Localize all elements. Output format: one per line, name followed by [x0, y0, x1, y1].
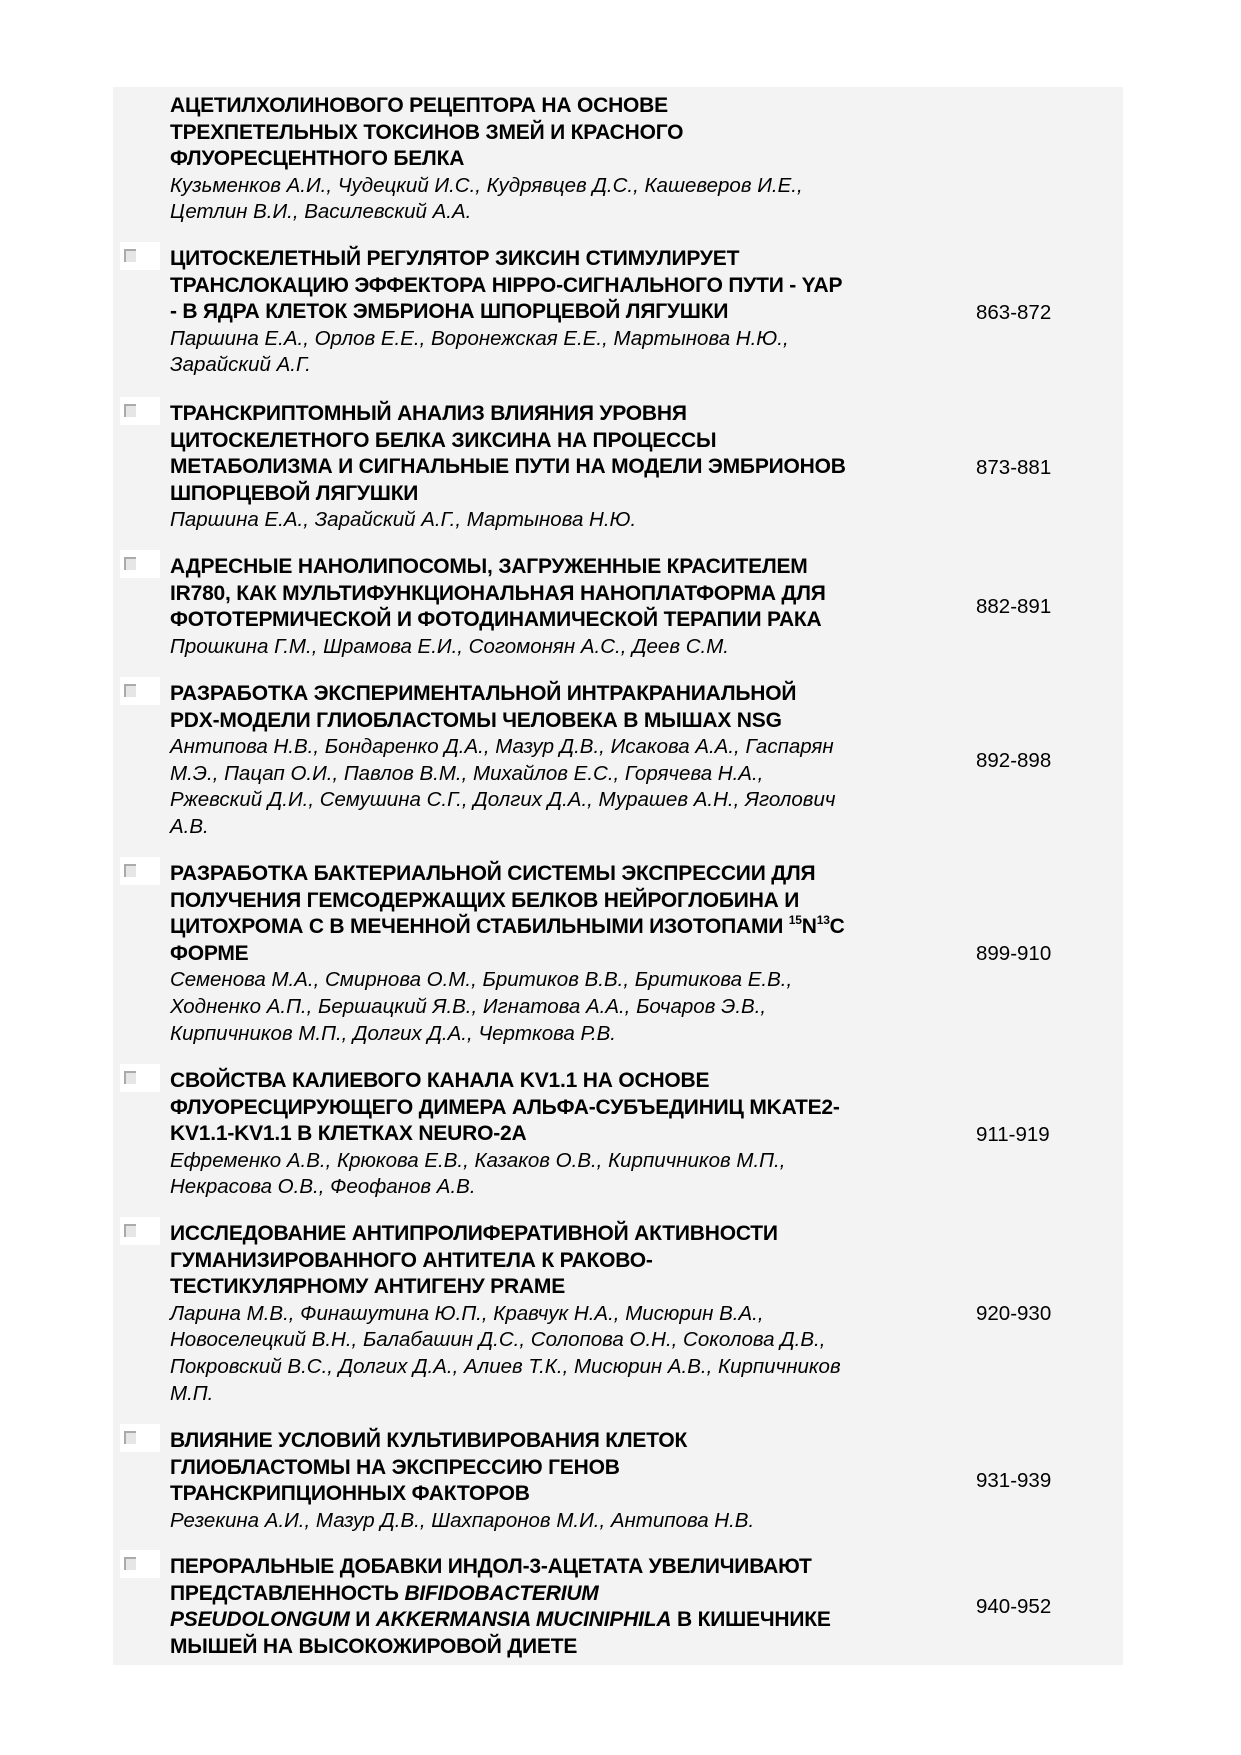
article-text	[170, 1554, 960, 1660]
checkbox-icon[interactable]	[120, 857, 160, 885]
article-title-line[interactable]	[170, 273, 960, 300]
article-title-line[interactable]	[170, 1455, 960, 1482]
title-segment: ГУМАНИЗИРОВАННОГО АНТИТЕЛА К РАКОВО-	[170, 1248, 653, 1272]
article-authors-line: Кирпичников М.П., Долгих Д.А., Черткова Р.В.	[170, 1021, 616, 1045]
title-segment: ТРАНСКРИПЦИОННЫХ ФАКТОРОВ	[170, 1482, 530, 1506]
article-text	[170, 554, 960, 660]
page-range: 873-881	[976, 455, 1052, 479]
article-title-line[interactable]	[170, 299, 960, 326]
title-segment: ФЛУОРЕСЦЕНТНОГО БЕЛКА	[170, 147, 465, 171]
title-segment: ФЛУОРЕСЦИРУЮЩЕГО ДИМЕРА АЛЬФА-СУБЪЕДИНИЦ MKATE2-	[170, 1095, 840, 1119]
title-segment: ВЛИЯНИЕ УСЛОВИЙ КУЛЬТИВИРОВАНИЯ КЛЕТОК	[170, 1429, 688, 1452]
page-range: 899-910	[976, 942, 1052, 966]
article-title-line[interactable]	[170, 120, 960, 147]
title-segment: PDX-МОДЕЛИ ГЛИОБЛАСТОМЫ ЧЕЛОВЕКА В МЫШАХ NSG	[170, 708, 782, 732]
article-authors-line: М.Э., Пацап О.И., Павлов В.М., Михайлов Е.С., Горячева Н.А.,	[170, 761, 764, 785]
article-text	[170, 246, 960, 379]
title-segment: BIFIDOBACTERIUM	[404, 1581, 599, 1605]
article-title-line[interactable]	[170, 1581, 960, 1608]
article-title-line[interactable]	[170, 1121, 960, 1148]
page-range: 882-891	[976, 595, 1052, 619]
title-segment: АДРЕСНЫЕ НАНОЛИПОСОМЫ, ЗАГРУЖЕННЫЕ КРАСИТЕЛЕМ	[170, 555, 808, 578]
article-title-line[interactable]	[170, 888, 960, 915]
title-segment: ПРЕДСТАВЛЕННОСТЬ	[170, 1581, 405, 1605]
article-title-line[interactable]	[170, 681, 960, 708]
title-segment: IR780, КАК МУЛЬТИФУНКЦИОНАЛЬНАЯ НАНОПЛАТФОРМА ДЛЯ	[170, 581, 826, 605]
title-segment: PSEUDOLONGUM	[170, 1608, 350, 1632]
article-authors-line: Покровский В.С., Долгих Д.А., Алиев Т.К., Мисюрин А.В., Кирпичников	[170, 1354, 841, 1378]
article-title-line[interactable]	[170, 454, 960, 481]
article-authors-line: Паршина Е.А., Зарайский А.Г., Мартынова Н.Ю.	[170, 508, 637, 532]
checkbox-icon[interactable]	[120, 1424, 160, 1452]
title-segment: ТРАНСЛОКАЦИЮ ЭФФЕКТОРА HIPPO-СИГНАЛЬНОГО ПУТИ - YAP	[170, 273, 843, 297]
page-range: 931-939	[976, 1469, 1052, 1493]
title-segment: ПЕРОРАЛЬНЫЕ ДОБАВКИ ИНДОЛ-3-АЦЕТАТА УВЕЛИЧИВАЮТ	[170, 1555, 812, 1578]
title-segment: ТРЕХПЕТЕЛЬНЫХ ТОКСИНОВ ЗМЕЙ И КРАСНОГО	[170, 120, 684, 144]
article-title-line[interactable]	[170, 607, 960, 634]
article-title-line[interactable]	[170, 428, 960, 455]
title-segment: KV1.1-KV1.1 В КЛЕТКАХ NEURO-2A	[170, 1122, 527, 1146]
title-segment: N	[801, 915, 817, 939]
article-authors-line: Ефременко А.В., Крюкова Е.В., Казаков О.В., Кирпичников М.П.,	[170, 1148, 786, 1172]
title-segment: ТРАНСКРИПТОМНЫЙ АНАЛИЗ ВЛИЯНИЯ УРОВНЯ	[170, 402, 687, 425]
article-authors-line: Резекина А.И., Мазур Д.В., Шахпаронов М.И., Антипова Н.В.	[170, 1508, 755, 1532]
page-range: 892-898	[976, 748, 1052, 772]
article-title-line[interactable]	[170, 1221, 960, 1248]
title-segment: И	[349, 1608, 376, 1632]
title-segment: ЦИТОХРОМА С В МЕЧЕННОЙ СТАБИЛЬНЫМИ ИЗОТОПАМИ	[170, 915, 789, 939]
title-segment: ГЛИОБЛАСТОМЫ НА ЭКСПРЕССИЮ ГЕНОВ	[170, 1455, 620, 1479]
article-title-line[interactable]	[170, 1095, 960, 1122]
article-title-line[interactable]	[170, 1274, 960, 1301]
article-title-line[interactable]	[170, 401, 960, 428]
title-segment: ТЕСТИКУЛЯРНОМУ АНТИГЕНУ PRAME	[170, 1275, 565, 1299]
title-segment: ЦИТОСКЕЛЕТНОГО БЕЛКА ЗИКСИНА НА ПРОЦЕССЫ	[170, 428, 717, 452]
title-segment: МЕТАБОЛИЗМА И СИГНАЛЬНЫЕ ПУТИ НА МОДЕЛИ ЭМБРИОНОВ	[170, 455, 846, 479]
article-title-line[interactable]	[170, 861, 960, 888]
article-text	[170, 861, 960, 1047]
page-range: 920-930	[976, 1302, 1052, 1326]
article-text	[170, 1068, 960, 1201]
article-authors-line: Зарайский А.Г.	[170, 353, 311, 377]
article-title-line[interactable]	[170, 914, 960, 941]
article-title-line[interactable]	[170, 1481, 960, 1508]
title-segment: 15	[788, 913, 802, 928]
checkbox-icon[interactable]	[120, 1217, 160, 1245]
article-title-line[interactable]	[170, 1634, 960, 1661]
article-authors-line: М.П.	[170, 1381, 214, 1405]
article-title-line[interactable]	[170, 581, 960, 608]
article-authors-line: Семенова М.А., Смирнова О.М., Бритиков В.В., Бритикова Е.В.,	[170, 968, 793, 992]
article-authors-line: Антипова Н.В., Бондаренко Д.А., Мазур Д.В., Исакова А.А., Гаспарян	[170, 735, 834, 759]
article-title-line[interactable]	[170, 1554, 960, 1581]
article-authors-line: Кузьменков А.И., Чудецкий И.С., Кудрявцев Д.С., Кашеверов И.Е.,	[170, 173, 803, 197]
article-title-line[interactable]	[170, 246, 960, 273]
checkbox-icon[interactable]	[120, 242, 160, 270]
title-segment: AKKERMANSIA MUCINIPHILA	[375, 1608, 672, 1632]
checkbox-icon[interactable]	[120, 1550, 160, 1578]
article-text	[170, 401, 960, 534]
title-segment: 13	[816, 913, 830, 928]
article-title-line[interactable]	[170, 1068, 960, 1095]
article-authors-line: Ходненко А.П., Бершацкий Я.В., Игнатова А.А., Бочаров Э.В.,	[170, 994, 767, 1018]
article-title-line[interactable]	[170, 1248, 960, 1275]
article-text	[170, 1428, 960, 1534]
title-segment: ФОРМЕ	[170, 941, 249, 965]
article-authors-line: Прошкина Г.М., Шрамова Е.И., Согомонян А.С., Деев С.М.	[170, 634, 729, 658]
page-range: 911-919	[976, 1122, 1050, 1146]
title-segment: ФОТОТЕРМИЧЕСКОЙ И ФОТОДИНАМИЧЕСКОЙ ТЕРАПИИ РАКА	[170, 608, 822, 632]
article-text	[170, 681, 960, 841]
title-segment: - В ЯДРА КЛЕТОК ЭМБРИОНА ШПОРЦЕВОЙ ЛЯГУШКИ	[170, 300, 729, 324]
article-title-line[interactable]	[170, 1428, 960, 1455]
title-segment: АЦЕТИЛХОЛИНОВОГО РЕЦЕПТОРА НА ОСНОВЕ	[170, 94, 668, 117]
title-segment: ЦИТОСКЕЛЕТНЫЙ РЕГУЛЯТОР ЗИКСИН СТИМУЛИРУЕТ	[170, 247, 740, 270]
article-authors-line: Ларина М.В., Финашутина Ю.П., Кравчук Н.А., Мисюрин В.А.,	[170, 1301, 764, 1325]
article-authors-line: Ржевский Д.И., Семушина С.Г., Долгих Д.А., Мурашев А.Н., Яголович	[170, 788, 836, 812]
article-authors-line: Новоселецкий В.Н., Балабашин Д.С., Солопова О.Н., Соколова Д.В.,	[170, 1328, 826, 1352]
title-segment: РАЗРАБОТКА БАКТЕРИАЛЬНОЙ СИСТЕМЫ ЭКСПРЕССИИ ДЛЯ	[170, 862, 816, 885]
title-segment: C	[829, 915, 845, 939]
title-segment: МЫШЕЙ НА ВЫСОКОЖИРОВОЙ ДИЕТЕ	[170, 1634, 578, 1658]
article-text	[170, 93, 960, 226]
article-authors-line: Паршина Е.А., Орлов Е.Е., Воронежская Е.Е., Мартынова Н.Ю.,	[170, 326, 789, 350]
article-title-line[interactable]	[170, 708, 960, 735]
article-authors-line: Некрасова О.В., Феофанов А.В.	[170, 1175, 476, 1199]
table-of-contents	[113, 87, 1123, 1665]
article-title-line[interactable]	[170, 1607, 960, 1634]
article-title-line[interactable]	[170, 554, 960, 581]
checkbox-icon[interactable]	[120, 677, 160, 705]
page-range: 863-872	[976, 300, 1052, 324]
page-range: 940-952	[976, 1595, 1052, 1619]
article-text	[170, 1221, 960, 1407]
article-title-line[interactable]	[170, 481, 960, 508]
article-authors-line: А.В.	[170, 814, 209, 838]
article-title-line[interactable]	[170, 146, 960, 173]
article-title-line[interactable]	[170, 941, 960, 968]
article-title-line[interactable]	[170, 93, 960, 120]
title-segment: ПОЛУЧЕНИЯ ГЕМСОДЕРЖАЩИХ БЕЛКОВ НЕЙРОГЛОБИНА И	[170, 888, 800, 912]
title-segment: ШПОРЦЕВОЙ ЛЯГУШКИ	[170, 481, 419, 505]
article-authors-line: Цетлин В.И., Василевский А.А.	[170, 200, 472, 224]
checkbox-icon[interactable]	[120, 550, 160, 578]
title-segment: В КИШЕЧНИКЕ	[671, 1608, 831, 1632]
title-segment: РАЗРАБОТКА ЭКСПЕРИМЕНТАЛЬНОЙ ИНТРАКРАНИАЛЬНОЙ	[170, 682, 797, 705]
title-segment: СВОЙСТВА КАЛИЕВОГО КАНАЛА KV1.1 НА ОСНОВЕ	[170, 1069, 710, 1092]
checkbox-icon[interactable]	[120, 397, 160, 425]
title-segment: ИССЛЕДОВАНИЕ АНТИПРОЛИФЕРАТИВНОЙ АКТИВНОСТИ	[170, 1222, 778, 1245]
checkbox-icon[interactable]	[120, 1064, 160, 1092]
